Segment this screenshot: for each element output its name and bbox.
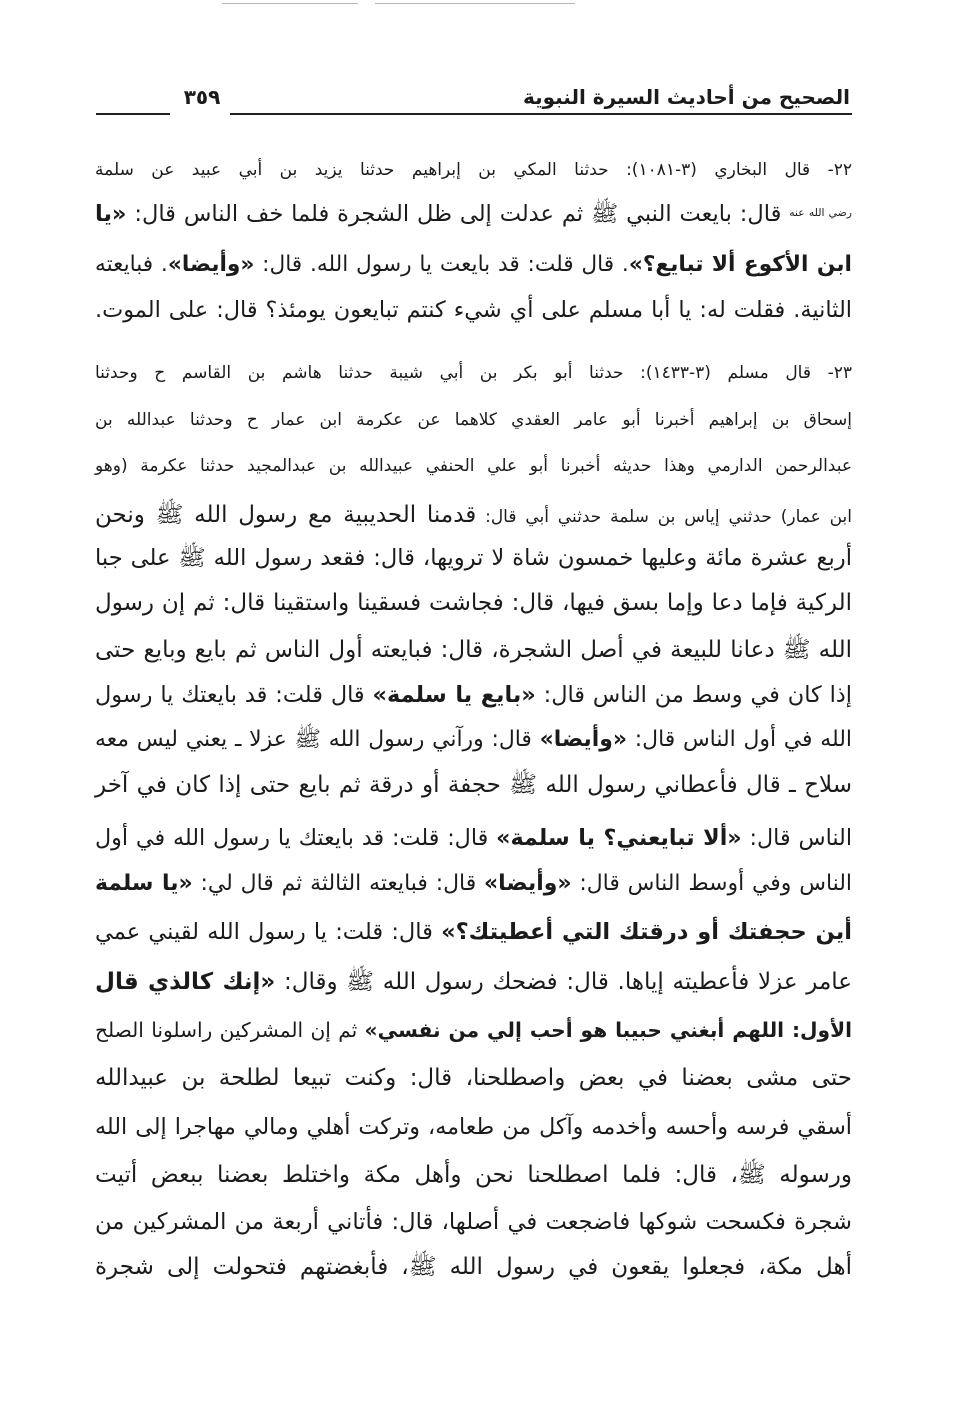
honorific-mark: رضي الله عنه	[789, 206, 852, 219]
quote-segment: أين حجفتك أو درقتك التي أعطيتك؟»	[441, 919, 852, 945]
text-segment: ابن عمار) حدثني إياس بن سلمة حدثني أبي قال:	[476, 507, 852, 527]
text-segment: عامر عزلا فأعطيته إياها. قال: فضحك رسول الله ﷺ وقال:	[275, 969, 852, 995]
text-segment: قال: قلت: يا رسول الله لقيني عمي	[95, 919, 442, 945]
text-segment: شجرة فكسحت شوكها فاضجعت في أصلها، قال: فأتاني أربعة من المشركين من	[95, 1209, 852, 1235]
text-line	[95, 493, 852, 537]
text-line	[95, 444, 852, 488]
quote-segment: «بايع يا سلمة»	[372, 682, 536, 708]
page-number: ٣٥٩	[183, 85, 221, 109]
text-segment: قال: ورآني رسول الله ﷺ عزلا ـ يعني ليس معه	[95, 727, 540, 752]
quote-segment: ابن الأكوع ألا تبايع؟»	[628, 252, 852, 277]
quote-segment: «يا	[95, 201, 127, 227]
text-line	[95, 718, 852, 762]
text-segment: الناس قال:	[741, 825, 852, 851]
text-line	[95, 581, 852, 625]
text-line	[95, 910, 852, 954]
text-line	[95, 1056, 852, 1100]
text-segment: إسحاق بن إبراهيم أخبرنا أبو عامر العقدي كلاهما عن عكرمة ابن عمار ح وحدثنا عبدالله بن	[95, 410, 852, 430]
quote-segment: «ألا تبايعني؟ يا سلمة»	[496, 825, 742, 851]
text-segment: أربع عشرة مائة وعليها خمسون شاة لا ترويها، قال: فقعد رسول الله ﷺ على جبا	[95, 545, 852, 571]
text-segment: ثم إن المشركين راسلونا الصلح	[95, 1018, 365, 1042]
text-segment: قال: فبايعته الثالثة ثم قال لي:	[192, 871, 485, 896]
text-segment: الركية فإما دعا وإما بسق فيها، قال: فجاشت فسقينا واستقينا قال: ثم إن رسول	[95, 590, 852, 616]
text-segment: قدمنا الحديبية مع رسول الله ﷺ ونحن	[95, 502, 477, 528]
text-line	[95, 816, 852, 860]
text-segment: أسقي فرسه وأحسه وأخدمه وآكل من طعامه، وتركت أهلي ومالي مهاجرا إلى الله	[95, 1114, 852, 1140]
text-line	[95, 536, 852, 580]
text-segment: سلاح ـ قال فأعطاني رسول الله ﷺ حجفة أو درقة ثم بايع حتى إذا كان في آخر	[95, 772, 852, 798]
text-segment: قال قلت: قد بايعتك يا رسول	[95, 682, 373, 708]
text-segment: . قال قلت: قد بايعت يا رسول الله. قال:	[254, 252, 629, 277]
quote-segment: «وأيضا»	[484, 871, 572, 896]
text-line	[95, 763, 852, 807]
quote-segment: «يا سلمة	[95, 871, 193, 896]
text-line	[95, 673, 852, 717]
text-line	[95, 398, 852, 442]
quote-segment: «وأيضا»	[167, 252, 255, 277]
text-segment: حتى مشى بعضنا في بعض واصطلحنا، قال: وكنت تبيعا لطلحة بن عبيدالله	[95, 1065, 852, 1091]
text-segment: قال: قلت: قد بايعتك يا رسول الله في أول	[95, 825, 497, 851]
text-line	[95, 351, 852, 395]
quote-segment: «وأيضا»	[539, 727, 628, 752]
text-segment: إذا كان في وسط من الناس قال:	[535, 682, 852, 708]
text-segment: قال: بايعت النبي ﷺ ثم عدلت إلى ظل الشجرة فلما خف الناس قال:	[126, 201, 790, 227]
text-line	[95, 1105, 852, 1149]
text-segment: ٢٢- قال البخاري (٣-١٠٨١): حدثنا المكي بن إبراهيم حدثنا يزيد بن أبي عبيد عن سلمة	[95, 160, 852, 180]
text-segment: الثانية. فقلت له: يا أبا مسلم على أي شيء كنتم تبايعون يومئذ؟ قال: على الموت.	[95, 297, 852, 323]
quote-segment: الأول: اللهم أبغني حبيبا هو أحب إلي من نفسي»	[364, 1018, 852, 1042]
text-line	[95, 960, 852, 1004]
text-segment: عبدالرحمن الدارمي وهذا حديثه أخبرنا أبو علي الحنفي عبيدالله بن عبدالمجيد حدثنا عكرمة (وهو	[95, 456, 852, 476]
text-segment: . فبايعته	[95, 252, 168, 277]
text-line	[95, 1200, 852, 1244]
text-line	[95, 862, 852, 906]
text-segment: أهل مكة، فجعلوا يقعون في رسول الله ﷺ، فأبغضتهم فتحولت إلى شجرة	[95, 1254, 852, 1280]
text-line	[95, 1245, 852, 1289]
quote-segment: «إنك كالذي قال	[95, 969, 276, 995]
text-line	[95, 628, 852, 672]
text-line	[95, 1008, 852, 1052]
running-header-title: الصحيح من أحاديث السيرة النبوية	[522, 85, 850, 109]
text-segment: ٢٣- قال مسلم (٣-١٤٣٣): حدثنا أبو بكر بن أبي شيبة حدثنا هاشم بن القاسم ح وحدثنا	[95, 363, 852, 383]
text-segment: ورسوله ﷺ، قال: فلما اصطلحنا نحن وأهل مكة واختلط بعضنا ببعض أتيت	[95, 1162, 852, 1188]
text-line	[95, 1153, 852, 1197]
text-segment: الله ﷺ دعانا للبيعة في أصل الشجرة، قال: فبايعته أول الناس ثم بايع وبايع حتى	[95, 637, 852, 663]
text-segment: الناس وفي أوسط الناس قال:	[571, 871, 852, 896]
text-segment: الله في أول الناس قال:	[627, 727, 852, 752]
